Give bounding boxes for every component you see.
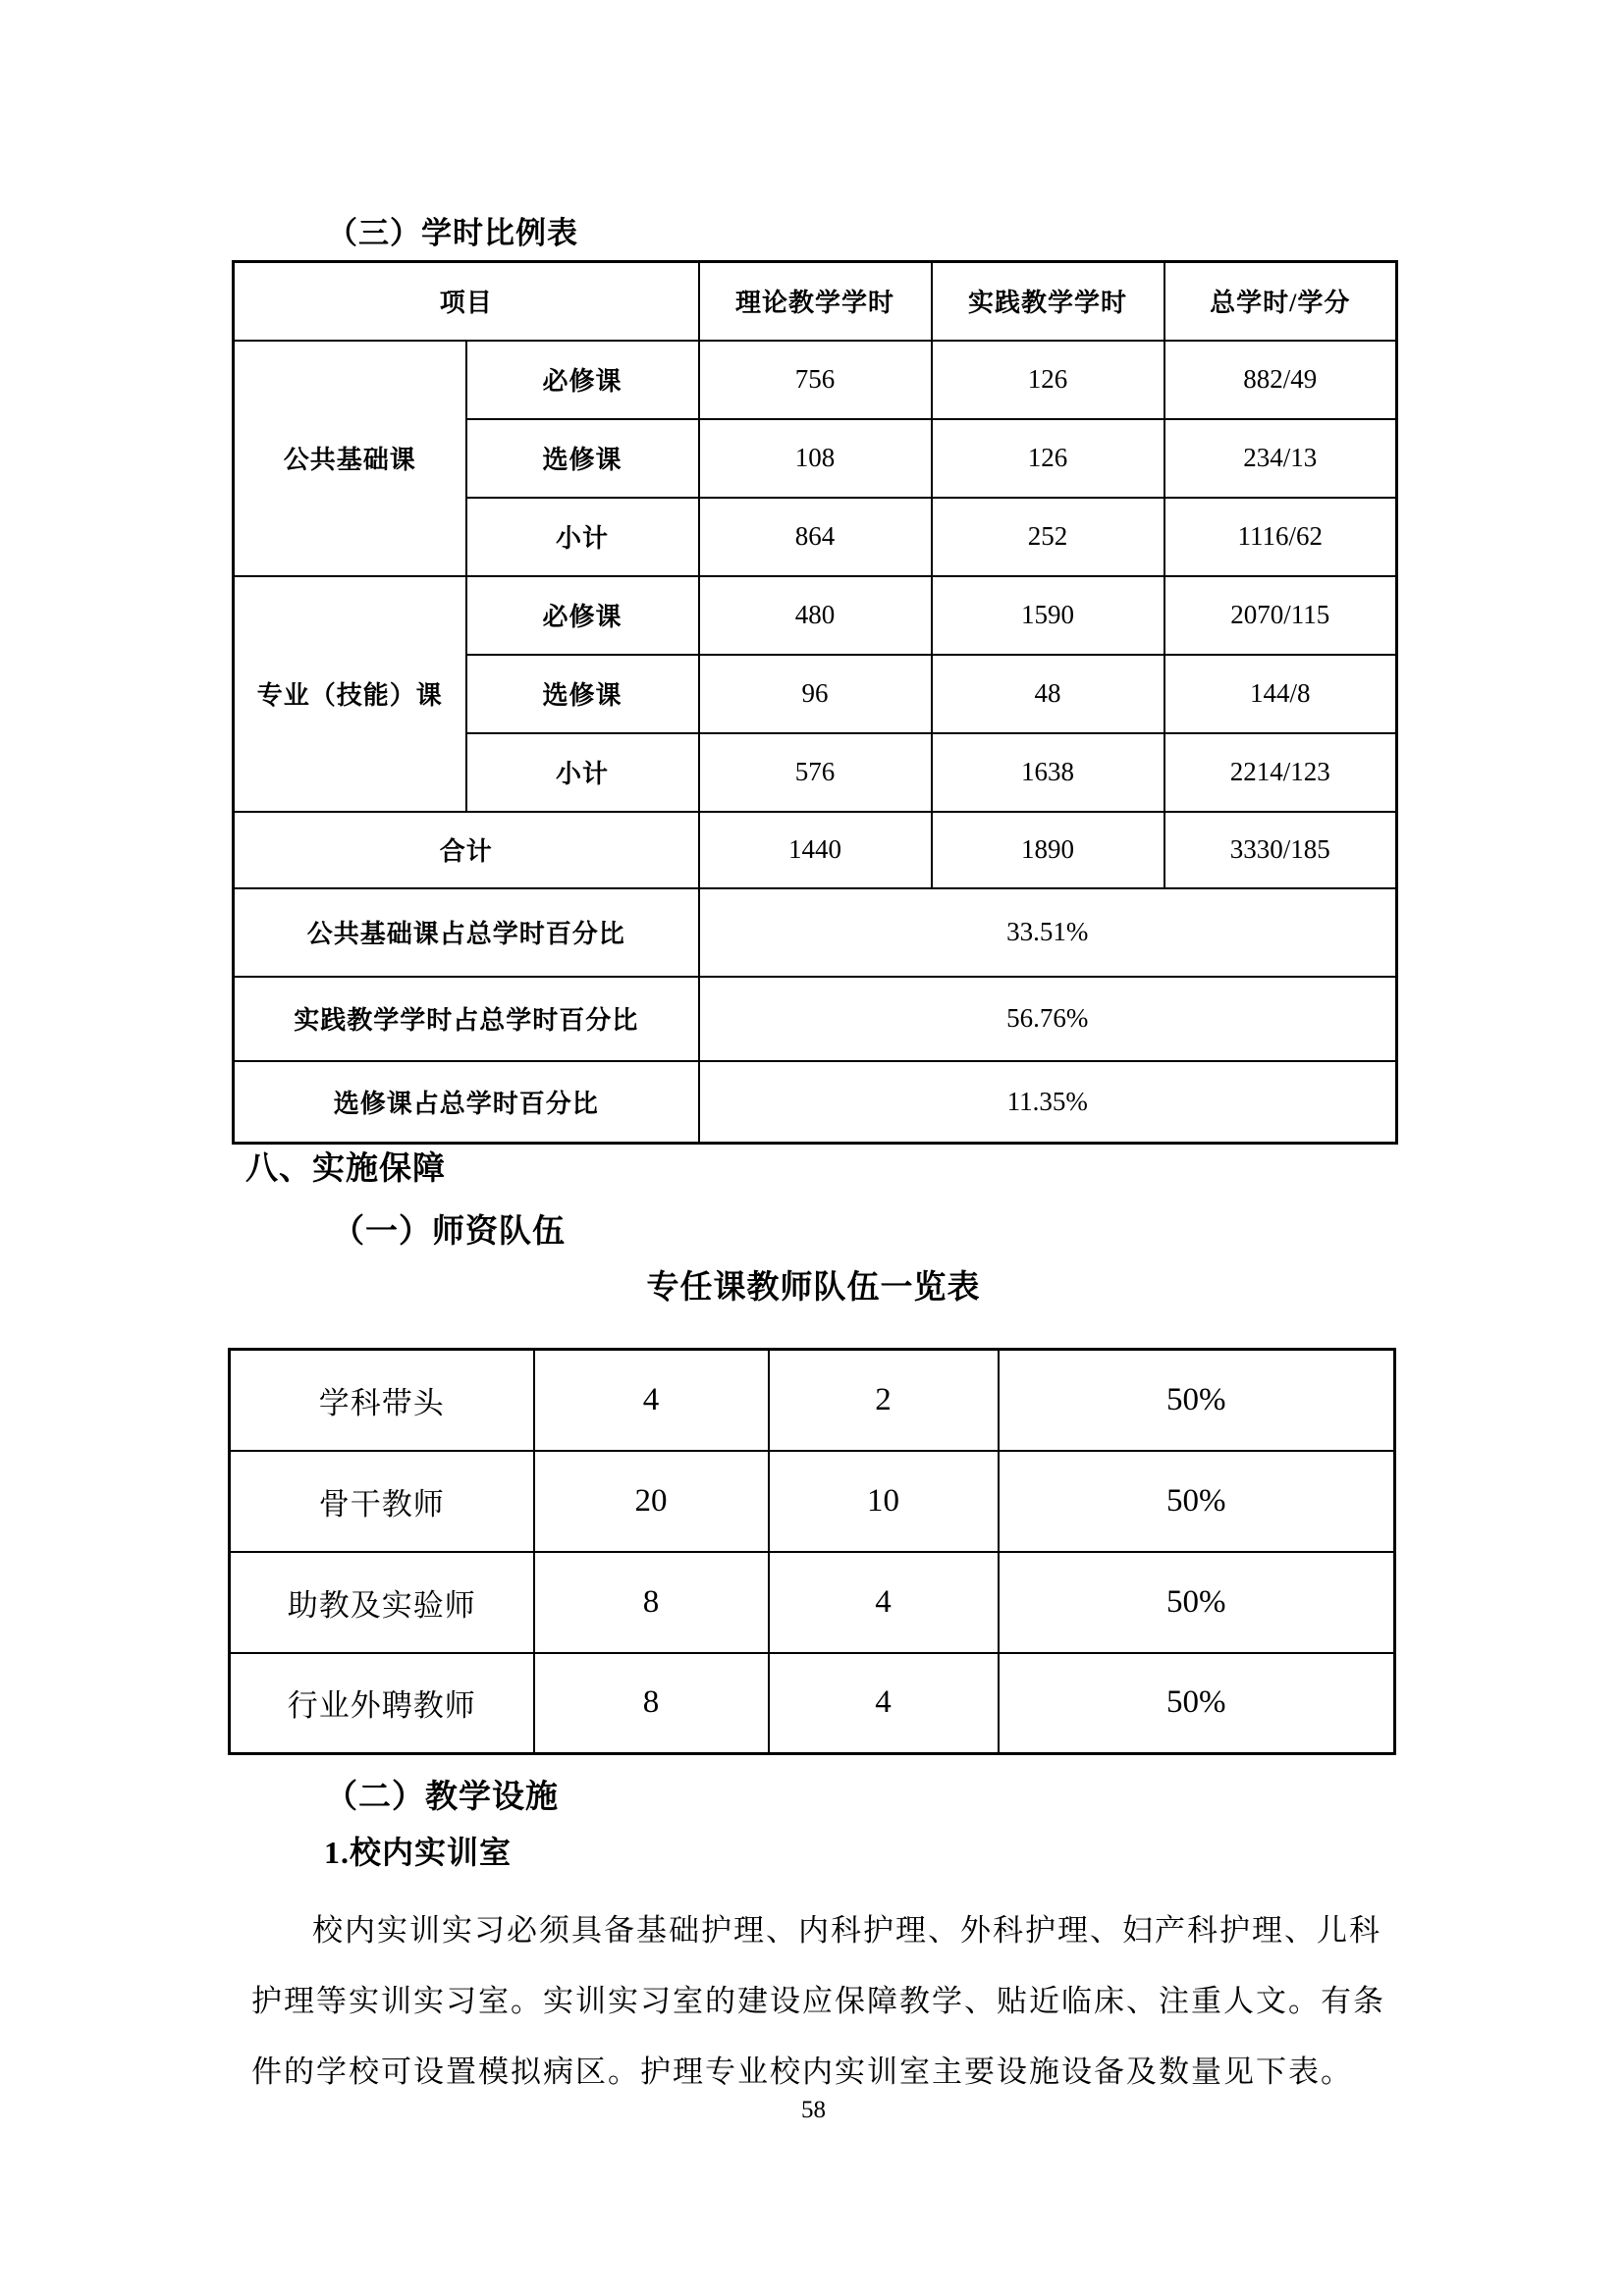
cell-total: 2214/123 [1164, 733, 1397, 812]
table-row [230, 1451, 1395, 1552]
cell-practice: 1590 [932, 576, 1164, 655]
table-row [234, 341, 1397, 419]
row-label: 必修课 [466, 341, 699, 419]
cell-practice: 1890 [932, 812, 1164, 888]
total-label: 合计 [234, 812, 699, 888]
cell-theory: 756 [699, 341, 932, 419]
hours-header-practice: 实践教学学时 [932, 262, 1164, 341]
teacher-percent: 50% [999, 1552, 1395, 1653]
cell-theory: 576 [699, 733, 932, 812]
teacher-count: 2 [769, 1350, 999, 1451]
teachers-table [228, 1348, 1393, 1755]
teacher-type-label: 学科带头 [230, 1350, 534, 1451]
cell-total: 2070/115 [1164, 576, 1397, 655]
percent-label: 选修课占总学时百分比 [234, 1061, 699, 1144]
teacher-count: 4 [769, 1653, 999, 1754]
group-label-professional-skill: 专业（技能）课 [234, 576, 466, 812]
subsection-title-facilities: （二）教学设施 [325, 1780, 559, 1815]
paragraph-line: 件的学校可设置模拟病区。护理专业校内实训室主要设施设备及数量见下表。 [251, 2055, 1353, 2089]
teacher-count: 8 [534, 1552, 769, 1653]
teacher-count: 20 [534, 1451, 769, 1552]
teacher-type-label: 行业外聘教师 [230, 1653, 534, 1754]
teacher-count: 10 [769, 1451, 999, 1552]
total-row [234, 812, 1397, 888]
cell-total: 234/13 [1164, 419, 1397, 498]
percent-label: 公共基础课占总学时百分比 [234, 888, 699, 977]
teacher-percent: 50% [999, 1451, 1395, 1552]
page-number: 58 [801, 2097, 826, 2123]
teachers-table-title: 专任课教师队伍一览表 [646, 1270, 981, 1306]
table-row [230, 1653, 1395, 1754]
row-label: 小计 [466, 733, 699, 812]
hours-header-project: 项目 [234, 262, 699, 341]
hours-header-theory: 理论教学学时 [699, 262, 932, 341]
teacher-percent: 50% [999, 1653, 1395, 1754]
item-title-training-room: 1.校内实训室 [324, 1835, 513, 1870]
row-label: 必修课 [466, 576, 699, 655]
percent-value: 33.51% [699, 888, 1397, 977]
group-label-public-basic: 公共基础课 [234, 341, 466, 576]
hours-header-row [234, 262, 1397, 341]
teacher-count: 4 [534, 1350, 769, 1451]
teacher-type-label: 助教及实验师 [230, 1552, 534, 1653]
cell-total: 1116/62 [1164, 498, 1397, 576]
percent-row [234, 977, 1397, 1061]
percent-value: 56.76% [699, 977, 1397, 1061]
subsection-title-teachers: （一）师资队伍 [332, 1214, 566, 1250]
teacher-percent: 50% [999, 1350, 1395, 1451]
paragraph-line: 护理等实训实习室。实训实习室的建设应保障教学、贴近临床、注重人文。有条 [251, 1984, 1385, 2018]
section-title-implementation: 八、实施保障 [245, 1151, 446, 1187]
cell-theory: 480 [699, 576, 932, 655]
cell-practice: 1638 [932, 733, 1164, 812]
table-row [230, 1552, 1395, 1653]
cell-total: 144/8 [1164, 655, 1397, 733]
section-title-hours-ratio: （三）学时比例表 [327, 216, 578, 250]
paragraph-line: 校内实训实习必须具备基础护理、内科护理、外科护理、妇产科护理、儿科 [312, 1913, 1381, 1948]
cell-total: 882/49 [1164, 341, 1397, 419]
cell-total: 3330/185 [1164, 812, 1397, 888]
teacher-type-label: 骨干教师 [230, 1451, 534, 1552]
body-paragraph [251, 1896, 1405, 2108]
cell-theory: 1440 [699, 812, 932, 888]
percent-value: 11.35% [699, 1061, 1397, 1144]
teacher-count: 4 [769, 1552, 999, 1653]
percent-row [234, 1061, 1397, 1144]
cell-practice: 252 [932, 498, 1164, 576]
teacher-count: 8 [534, 1653, 769, 1754]
percent-row [234, 888, 1397, 977]
row-label: 选修课 [466, 655, 699, 733]
table-row [230, 1350, 1395, 1451]
cell-practice: 126 [932, 341, 1164, 419]
row-label: 选修课 [466, 419, 699, 498]
cell-practice: 126 [932, 419, 1164, 498]
percent-label: 实践教学学时占总学时百分比 [234, 977, 699, 1061]
hours-header-total: 总学时/学分 [1164, 262, 1397, 341]
cell-theory: 864 [699, 498, 932, 576]
cell-theory: 108 [699, 419, 932, 498]
cell-practice: 48 [932, 655, 1164, 733]
table-row [234, 576, 1397, 655]
cell-theory: 96 [699, 655, 932, 733]
hours-ratio-table [232, 260, 1395, 1145]
row-label: 小计 [466, 498, 699, 576]
